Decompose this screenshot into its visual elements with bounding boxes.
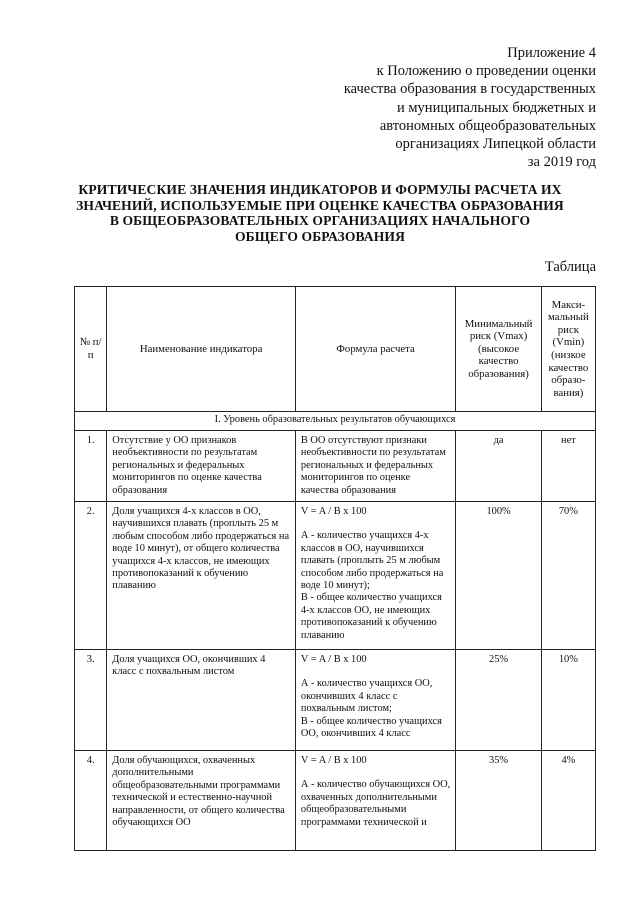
- appendix-line: за 2019 год: [527, 154, 596, 171]
- formula-variable-a: А - количество обучающихся ОО, охваченных дополнительными общеобразовательными программами технической и: [300, 779, 451, 828]
- title-line: ОБЩЕГО ОБРАЗОВАНИЯ: [235, 228, 405, 244]
- formula-variable-b: В - общее количество учащихся ОО, окончивших 4 класс: [300, 715, 442, 740]
- document-title: [60, 182, 580, 244]
- appendix-line: организациях Липецкой области: [395, 136, 596, 153]
- table-row: [75, 650, 596, 751]
- vmax-value: да: [456, 431, 541, 502]
- vmax-value: 100%: [456, 502, 541, 650]
- formula-cell: [295, 751, 455, 851]
- indicator-name: Отсутствие у ОО признаков необъективности по результатам региональных и федеральных мониторингов по оценке качества образования: [107, 431, 296, 502]
- appendix-caption: [276, 44, 596, 171]
- header-name: Наименование индикатора: [107, 287, 296, 412]
- formula-variable-a: А - количество учащихся ОО, окончивших 4 класс с похвальным листом;: [300, 678, 433, 715]
- appendix-line: качества образования в государственных: [343, 81, 596, 98]
- header-formula: Формула расчета: [295, 287, 455, 412]
- indicator-name: Доля учащихся ОО, окончивших 4 класс с похвальным листом: [107, 650, 296, 751]
- formula-expression: V = A / B x 100: [300, 654, 367, 666]
- table-header-row: [75, 287, 596, 412]
- header-vmin: Макси-мальный риск (Vmin) (низкое качество образо-вания): [541, 287, 595, 412]
- appendix-line: и муниципальных бюджетных и: [397, 99, 596, 116]
- appendix-line: к Положению о проведении оценки: [376, 63, 596, 80]
- table-row: [75, 502, 596, 650]
- vmax-value: 25%: [456, 650, 541, 751]
- indicator-name: Доля учащихся 4-х классов в ОО, научившихся плавать (проплыть 25 м любым способом либо продержаться на воде 10 минут), от общего количества учащихся 4-х классов, не имеющих противопоказаний к обучению плаванию: [107, 502, 296, 650]
- title-line: ЗНАЧЕНИЙ, ИСПОЛЬЗУЕМЫЕ ПРИ ОЦЕНКЕ КАЧЕСТВА ОБРАЗОВАНИЯ: [76, 197, 564, 213]
- vmin-value: 10%: [541, 650, 595, 751]
- formula-variable-b: В - общее количество учащихся 4-х классов ОО, не имеющих противопоказаний к обучению плаванию: [300, 592, 442, 641]
- row-num: 1.: [75, 431, 107, 502]
- appendix-line: автономных общеобразовательных: [379, 117, 596, 134]
- formula-expression: V = A / B x 100: [300, 506, 367, 518]
- table-row: [75, 431, 596, 502]
- formula-text: В ОО отсутствуют признаки необъективности по результатам региональных и федеральных мониторингов по оценке качества образования: [300, 435, 446, 496]
- header-vmax: Минимальный риск (Vmax) (высокое качество образования): [456, 287, 541, 412]
- row-num: 3.: [75, 650, 107, 751]
- vmax-value: 35%: [456, 751, 541, 851]
- formula-cell: [295, 502, 455, 650]
- table-label: Таблица: [544, 259, 596, 275]
- row-num: 2.: [75, 502, 107, 650]
- vmin-value: 70%: [541, 502, 595, 650]
- formula-cell: [295, 431, 455, 502]
- vmin-value: нет: [541, 431, 595, 502]
- header-num: № п/п: [75, 287, 107, 412]
- formula-expression: V = A / B x 100: [300, 755, 367, 767]
- row-num: 4.: [75, 751, 107, 851]
- title-line: КРИТИЧЕСКИЕ ЗНАЧЕНИЯ ИНДИКАТОРОВ И ФОРМУЛЫ РАСЧЕТА ИХ: [78, 182, 562, 197]
- section-row: [75, 412, 596, 431]
- vmin-value: 4%: [541, 751, 595, 851]
- title-line: В ОБЩЕОБРАЗОВАТЕЛЬНЫХ ОРГАНИЗАЦИЯХ НАЧАЛЬНОГО: [109, 213, 531, 228]
- appendix-line: Приложение 4: [507, 45, 596, 61]
- formula-variable-a: А - количество учащихся 4-х классов в ОО, научившихся плавать (проплыть 25 м любым способом либо продержаться на воде 10 минут);: [300, 530, 444, 592]
- section-title: I. Уровень образовательных результатов обучающихся: [75, 412, 596, 431]
- formula-cell: [295, 650, 455, 751]
- indicator-name: Доля обучающихся, охваченных дополнительными общеобразовательными программами технической и естественно-научной направленности, от общего количества обучающихся ОО: [107, 751, 296, 851]
- table-row: [75, 751, 596, 851]
- indicators-table: [74, 286, 596, 851]
